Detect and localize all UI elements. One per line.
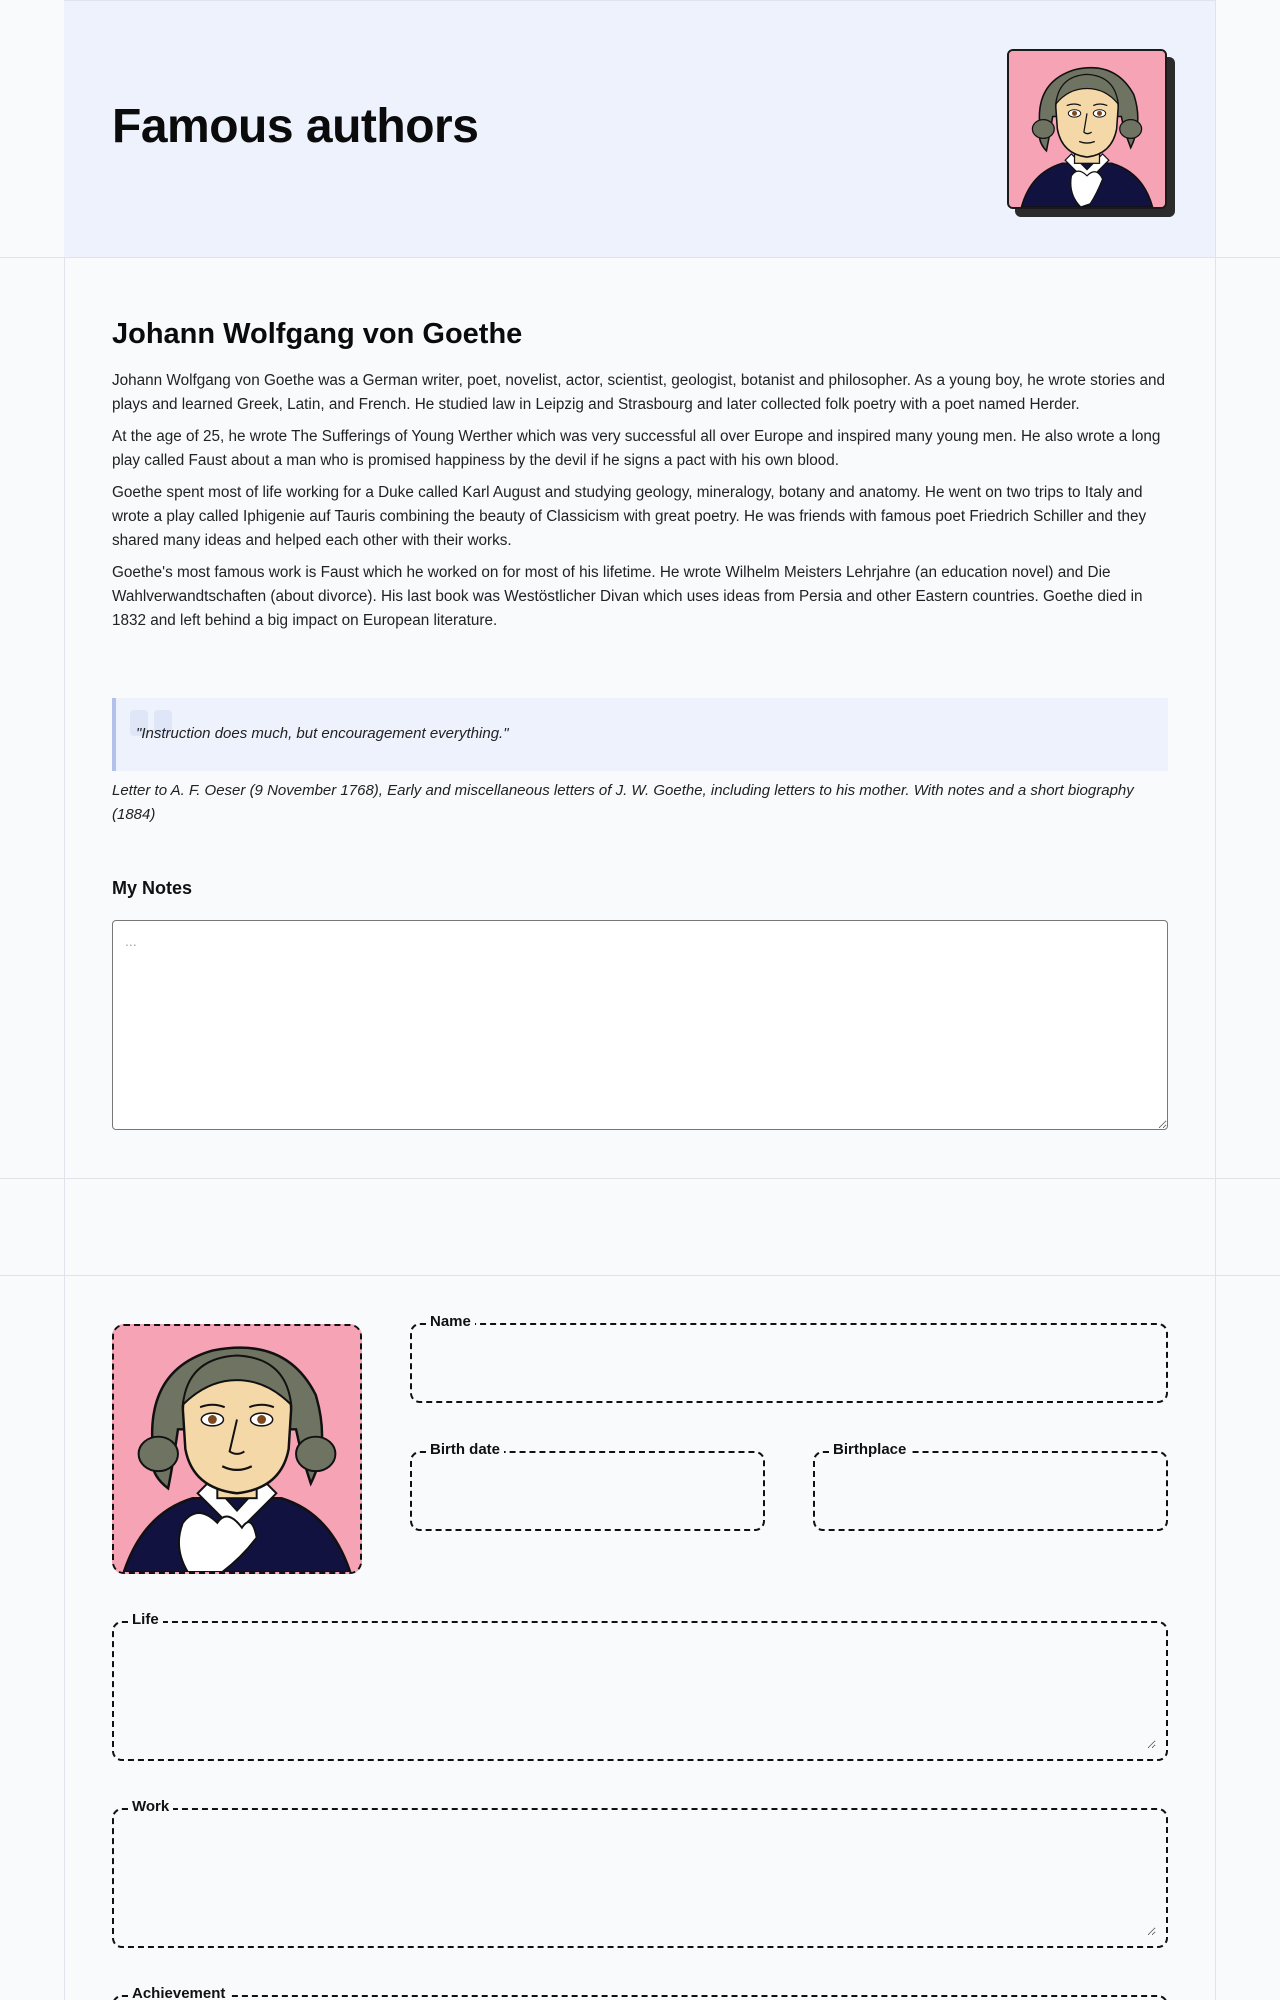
page-guide-left bbox=[64, 0, 65, 2000]
life-textarea[interactable] bbox=[124, 1633, 1156, 1749]
quote-text: "Instruction does much, but encouragement everything." bbox=[136, 725, 509, 742]
name-field-label: Name bbox=[426, 1313, 475, 1330]
author-portrait-card bbox=[112, 1324, 362, 1574]
achievement-field bbox=[112, 1985, 1168, 2000]
bio-paragraph: Johann Wolfgang von Goethe was a German writer, poet, novelist, actor, scientist, geologist, botanist and philosopher. As a young boy, he wrote stories and plays and learned Greek, Latin, and French. He studied law in Leipzig and Strasbourg and later collected folk poetry with a poet named Herder. bbox=[112, 372, 1165, 413]
birth-date-field bbox=[410, 1441, 765, 1531]
notes-label: My Notes bbox=[112, 878, 193, 898]
work-textarea[interactable] bbox=[124, 1820, 1156, 1936]
achievement-field-label: Achievement bbox=[128, 1985, 229, 2000]
life-field-label: Life bbox=[128, 1611, 163, 1628]
section-divider bbox=[0, 1178, 1280, 1179]
author-article bbox=[112, 318, 1168, 641]
goethe-portrait-image bbox=[114, 1326, 360, 1572]
quote-source: Letter to A. F. Oeser (9 November 1768), Early and miscellaneous letters of J. W. Goethe, including letters to his mother. With notes and a short biography (1884) bbox=[112, 782, 1134, 823]
name-field bbox=[410, 1313, 1168, 1403]
author-bio bbox=[112, 369, 1168, 633]
header-portrait bbox=[1007, 49, 1175, 219]
section-divider bbox=[0, 1275, 1280, 1276]
author-name: Johann Wolfgang von Goethe bbox=[112, 318, 523, 350]
work-field-label: Work bbox=[128, 1798, 173, 1815]
page-header bbox=[64, 0, 1215, 257]
section-divider bbox=[0, 257, 1280, 258]
bio-paragraph: At the age of 25, he wrote The Sufferings of Young Werther which was very successful all over Europe and inspired many young men. He also wrote a long play called Faust about a man who is promised happiness by the devil if he signs a pact with his own blood. bbox=[112, 428, 1161, 469]
bio-paragraph: Goethe's most famous work is Faust which he worked on for most of his lifetime. He wrote Wilhelm Meisters Lehrjahre (an education novel) and Die Wahlverwandtschaften (about divorce). His last book was Westöstlicher Divan which uses ideas from Persia and other Eastern countries. Goethe died in 1832 and left behind a big impact on European literature. bbox=[112, 564, 1143, 629]
blockquote bbox=[112, 698, 1168, 771]
name-input[interactable] bbox=[422, 1335, 1156, 1391]
birth-date-input[interactable] bbox=[422, 1463, 753, 1519]
birthplace-input[interactable] bbox=[825, 1463, 1156, 1519]
work-field bbox=[112, 1798, 1168, 1948]
birth-date-field-label: Birth date bbox=[426, 1441, 504, 1458]
birthplace-field bbox=[813, 1441, 1168, 1531]
notes-textarea[interactable] bbox=[112, 920, 1168, 1130]
goethe-portrait-image bbox=[1007, 49, 1167, 209]
page-guide-right bbox=[1215, 0, 1216, 2000]
page-title: Famous authors bbox=[112, 100, 479, 153]
life-field bbox=[112, 1611, 1168, 1761]
birthplace-field-label: Birthplace bbox=[829, 1441, 910, 1458]
bio-paragraph: Goethe spent most of life working for a Duke called Karl August and studying geology, mineralogy, botany and anatomy. He went on two trips to Italy and wrote a play called Iphigenie auf Tauris combining the beauty of Classicism with great poetry. He was friends with famous poet Friedrich Schiller and they shared many ideas and helped each other with their works. bbox=[112, 484, 1147, 549]
